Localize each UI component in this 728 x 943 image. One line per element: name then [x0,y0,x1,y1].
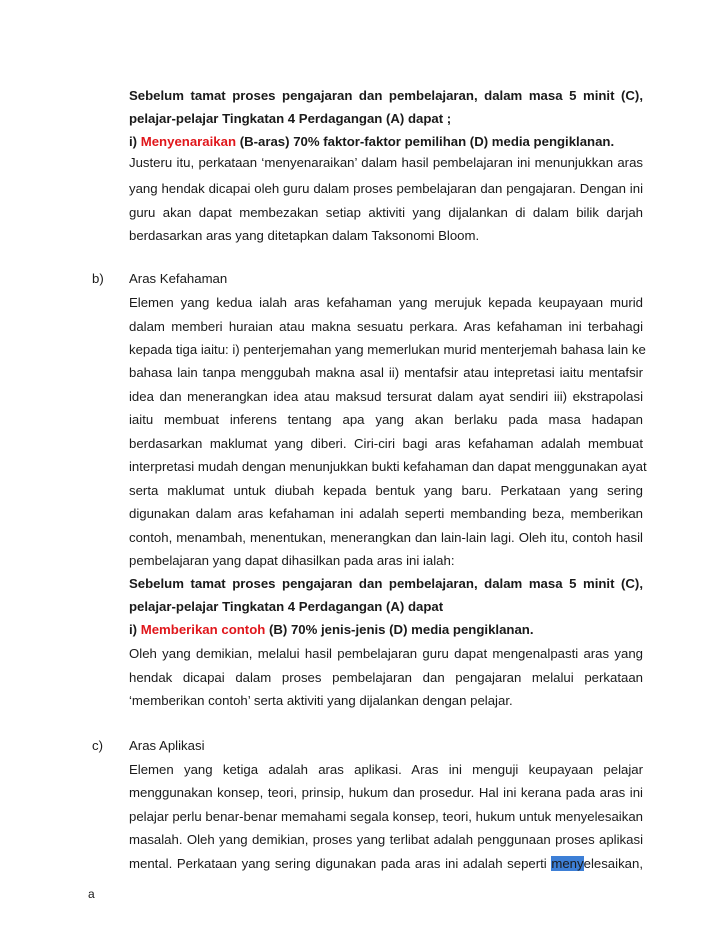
paragraph-line: pelajar perlu benar-benar memahami segala konsep, teori, hukum untuk menyelesaikan [129,809,643,824]
objective-line-2: pelajar-pelajar Tingkatan 4 Perdagangan (A) dapat [129,599,444,614]
objective-verb: Memberikan contoh [140,622,266,637]
paragraph-line: hendak dicapai dalam proses pembelajaran dan pengajaran melalui perkataan [129,670,643,685]
objective-line-3 [129,133,643,150]
objective-verb: Menyenaraikan [140,134,237,149]
paragraph-line: yang hendak dicapai oleh guru dalam proses pembelajaran dan pengajaran. Dengan ini [129,181,643,196]
text-segment: elesaikan, [583,856,643,871]
section-b-marker: b) [92,271,104,286]
paragraph-line: digunakan dalam aras kefahaman ini adalah seperti membanding beza, memberikan [129,506,643,521]
footer-mark: a [88,887,95,901]
paragraph-line: bahasa lain tanpa menggubah makna asal ii) mentafsir atau intepretasi iaitu mentafsir [129,365,643,380]
paragraph-line: guru akan dapat membezakan setiap aktiviti yang dijalankan di dalam bilik darjah [129,205,643,220]
text-segment: mental. Perkataan yang sering digunakan pada aras ini adalah seperti [129,856,552,871]
text-selection-highlight[interactable]: meny [551,856,584,871]
section-c-heading: Aras Aplikasi [129,738,205,753]
paragraph-line: Elemen yang ketiga adalah aras aplikasi. Aras ini menguji keupayaan pelajar [129,762,643,777]
paragraph-line: idea dan menerangkan idea atau maksud tersurat dalam ayat sendiri iii) ekstrapolasi [129,389,643,404]
paragraph-line: masalah. Oleh yang demikian, proses yang terlibat adalah penggunaan proses aplikasi [129,832,643,847]
paragraph-line: berdasarkan maklumat yang diberi. Ciri-ciri bagi aras kefahaman adalah membuat [129,436,643,451]
paragraph-line: serta maklumat untuk diubah kepada bentuk yang baru. Perkataan yang sering [129,483,643,498]
objective-rest: (B-aras) 70% faktor-faktor pemilihan (D) media pengiklanan. [236,134,615,149]
paragraph-line: pembelajaran yang dapat dihasilkan pada aras ini ialah: [129,553,455,568]
paragraph-line: ‘memberikan contoh’ serta aktiviti yang dijalankan dengan pelajar. [129,693,513,708]
section-b-heading: Aras Kefahaman [129,271,228,286]
paragraph-line: dalam memberi huraian atau makna sesuatu perkara. Aras kefahaman ini terbahagi [129,319,643,334]
paragraph-line: Elemen yang kedua ialah aras kefahaman yang merujuk kepada keupayaan murid [129,295,643,310]
paragraph-line: contoh, menambah, menentukan, menerangkan dan lain-lain lagi. Oleh itu, contoh hasil [129,530,643,545]
paragraph-line: kepada tiga iaitu: i) penterjemahan yang memerlukan murid menterjemah bahasa lain ke [129,342,646,357]
objective-line-2: pelajar-pelajar Tingkatan 4 Perdagangan (A) dapat ; [129,111,452,126]
paragraph-line [129,855,643,872]
objective-prefix: i) [129,622,141,637]
objective-prefix: i) [129,134,141,149]
objective-line-3 [129,621,643,638]
paragraph-line: Justeru itu, perkataan ‘menyenaraikan’ dalam hasil pembelajaran ini menunjukkan aras [129,155,643,170]
paragraph-line: berdasarkan aras yang ditetapkan dalam Taksonomi Bloom. [129,228,480,243]
section-c-marker: c) [92,738,103,753]
paragraph-line: menggunakan konsep, teori, prinsip, hukum dan prosedur. Hal ini kerana pada aras ini [129,785,643,800]
objective-line-1: Sebelum tamat proses pengajaran dan pembelajaran, dalam masa 5 minit (C), [129,88,643,103]
objective-rest: (B) 70% jenis-jenis (D) media pengiklanan. [265,622,534,637]
objective-line-1: Sebelum tamat proses pengajaran dan pembelajaran, dalam masa 5 minit (C), [129,576,643,591]
paragraph-line: iaitu membuat inferens tentang apa yang akan berlaku pada masa hadapan [129,412,643,427]
paragraph-line: interpretasi mudah dengan menunjukkan bukti kefahaman dan dapat menggunakan ayat [129,459,647,474]
paragraph-line: Oleh yang demikian, melalui hasil pembelajaran guru dapat mengenalpasti aras yang [129,646,643,661]
